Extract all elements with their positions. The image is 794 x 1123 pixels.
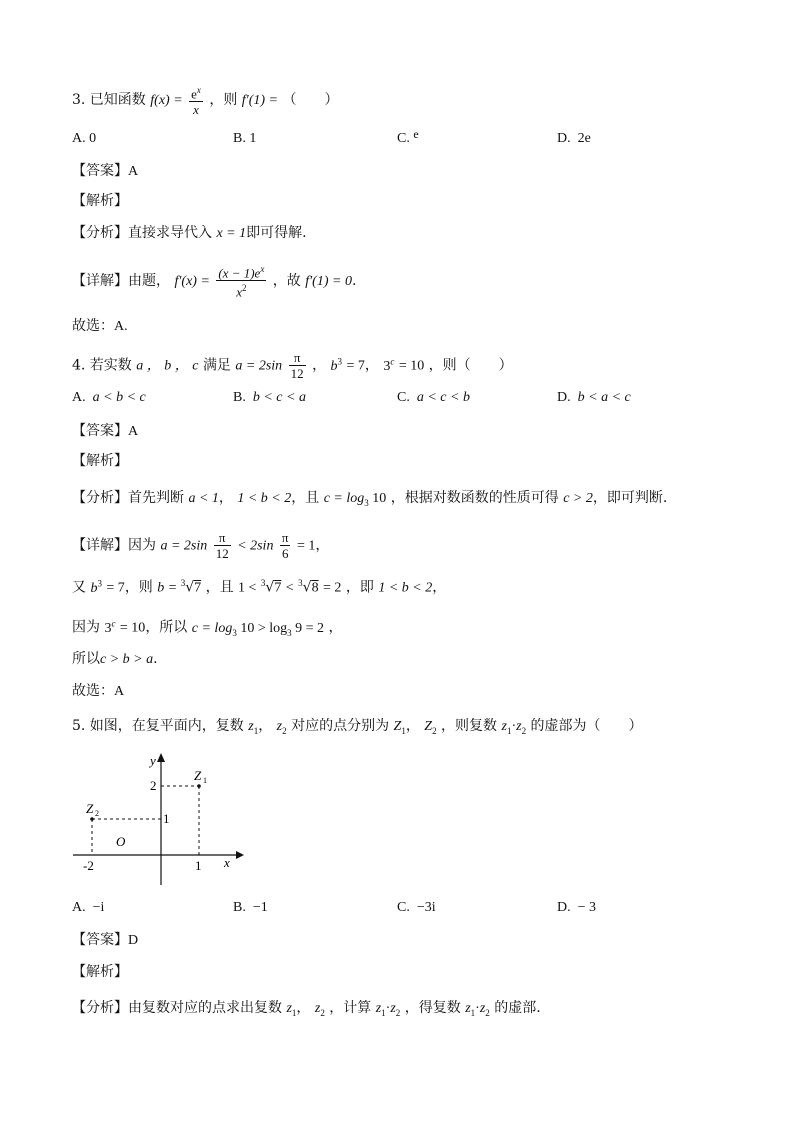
q4-option-a: A. a < b < c	[72, 390, 146, 405]
q5-option-c: C. −3i	[397, 900, 436, 915]
q5-answer: 【答案】D	[72, 932, 139, 948]
tick-y1: 1	[163, 811, 170, 826]
q3-choose: 故选：A.	[72, 318, 128, 334]
q4-option-d: D. b < a < c	[557, 390, 631, 405]
q4-option-b: B. b < c < a	[233, 390, 306, 405]
q4-detail-line4: 所以c > b > a.	[72, 651, 158, 667]
tick-y2: 2	[150, 778, 157, 793]
q3-option-a: A. 0	[72, 131, 97, 146]
q5-stem: 5. 如图，在复平面内，复数 $z_1$， $z_2$ 对应的点分别为 $Z_1$， $Z_2$ ，则复数 $z_1\cdot z_2$ 的虚部为（ ）	[72, 718, 643, 736]
q4-detail-line2: 又 $b^3 = 7$，则 b = $^3$√7 ，且 1 < $^3$√7 < $^3$√8 = 2 ，即 1 < b < 2，	[72, 578, 447, 596]
q4-choose: 故选：A	[72, 683, 125, 699]
z1-label: Z	[194, 768, 202, 783]
q3-detail-fraction: $\frac{(x - 1)e^x}{x^2}$	[218, 264, 265, 300]
q4-option-c: C. a < c < b	[397, 390, 470, 405]
q3-prefix: 3. 已知函数	[72, 92, 146, 109]
y-axis-arrow	[157, 753, 165, 762]
q5-option-d: D. − 3	[557, 900, 597, 915]
q3-detail: 【详解】由题， f′(x) = $\frac{(x - 1)e^x}{x^2}$ ，故 f′(1) = 0.	[72, 264, 357, 300]
q5-analysis-tag: 【解析】	[72, 964, 128, 980]
q3-f-lhs: f(x) =	[150, 93, 183, 109]
q3-fraction: $\frac{e^x}{x}$	[191, 85, 201, 118]
q3-option-c: C. e	[397, 127, 419, 146]
tick-x-neg2: -2	[83, 858, 94, 873]
z2-label-sub: 2	[95, 809, 99, 818]
q4-detail-line3: 因为 3$^c$ = 10，所以 $c = \log_3 10 > \log_3 9 = 2$ ，	[72, 618, 343, 638]
q4-answer: 【答案】A	[72, 423, 139, 439]
q3-answer: 【答案】A	[72, 163, 139, 179]
y-axis-label: y	[150, 753, 156, 768]
q4-analysis-tag: 【解析】	[72, 453, 128, 469]
point-z1	[197, 784, 201, 788]
q3-stem: 3. 已知函数 f(x) = $\frac{e^x}{x}$ ，则 f′(1) = （ ）	[72, 85, 339, 118]
q5-complex-plane-figure	[68, 750, 248, 890]
x-axis-label: x	[224, 855, 230, 870]
point-z2	[90, 817, 94, 821]
q5-option-b: B. −1	[233, 900, 268, 915]
x-axis-arrow	[236, 851, 244, 859]
q4-stem: 4. 若实数 a ， b ， c 满足 a = 2sin $\frac{\pi}{12}$ ， $b^3 = 7$， 3$^c$ = 10 ，则（ ）	[72, 350, 513, 381]
q4-detail-line1: 【详解】因为 a = 2sin $\frac{\pi}{12}$ < 2sin $\frac{\pi}{6}$ = 1，	[72, 530, 330, 561]
q3-option-d: D. 2e	[557, 131, 591, 146]
q3-option-b: B. 1	[233, 131, 257, 146]
tick-x1: 1	[195, 858, 202, 873]
q3-analysis-tag: 【解析】	[72, 193, 128, 209]
origin-label: O	[116, 834, 126, 849]
q3-fenxi: 【分析】直接求导代入 x = 1即可得解.	[72, 225, 307, 241]
z1-label-sub: 1	[203, 776, 207, 785]
q3-ask: f′(1) =	[241, 93, 279, 109]
q5-option-a: A. −i	[72, 900, 105, 915]
q4-fenxi: 【分析】首先判断 a < 1， 1 < b < 2，且 $c = \log_3 10$ ，根据对数函数的性质可得 c > 2，即可判断.	[72, 490, 668, 508]
q5-fenxi: 【分析】由复数对应的点求出复数 $z_1$， $z_2$ ，计算 $z_1\cdot z_2$ ，得复数 $z_1\cdot z_2$ 的虚部.	[72, 1000, 541, 1018]
z2-label: Z	[86, 801, 94, 816]
